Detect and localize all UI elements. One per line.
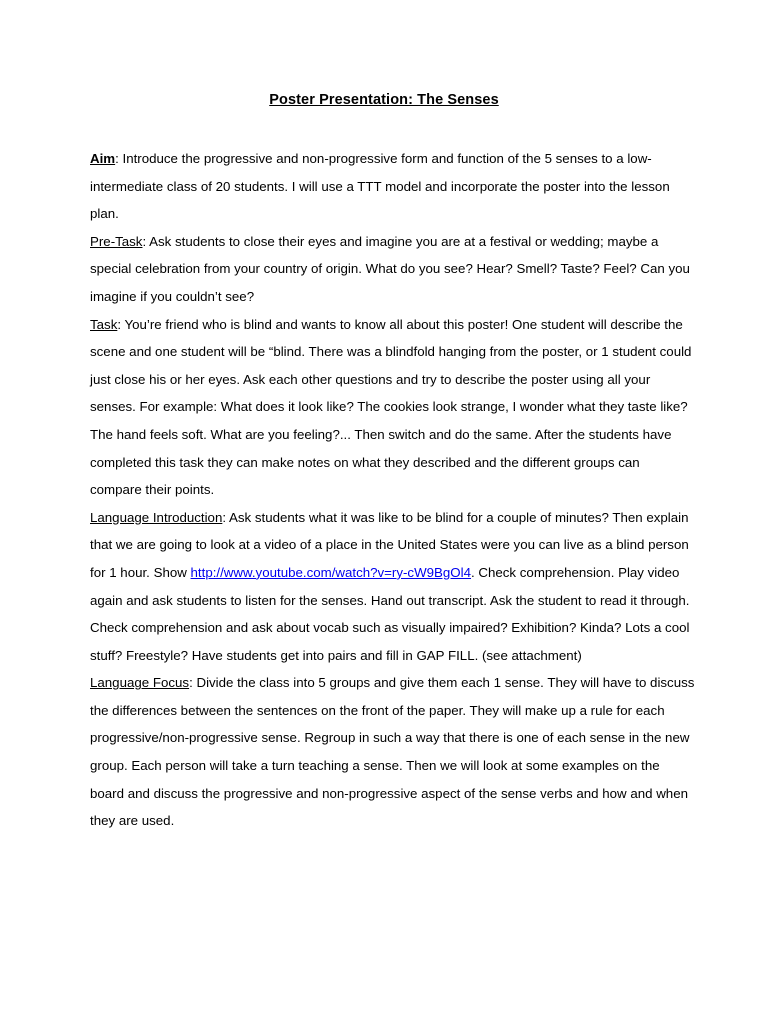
pre-task-text: : Ask students to close their eyes and imagine you are at a festival or wedding; maybe a special celebration from your country of origin. What do you see? Hear? Smell? Taste? Feel? Can you imagine if you couldn’t see? <box>90 233 690 304</box>
pre-task-label: Pre-Task <box>90 233 143 249</box>
language-introduction-text-before-link: : Ask students what it was like to be blind for a couple of minutes? Then explain that we are going to look at a video of a place in the United States were you can live as a blind person for 1 hour. Show <box>90 509 689 580</box>
page-title: Poster Presentation: The Senses <box>269 92 499 108</box>
aim-paragraph <box>90 145 695 228</box>
youtube-video-link[interactable]: http://www.youtube.com/watch?v=ry-cW9BgOl4 <box>190 564 471 580</box>
language-introduction-paragraph <box>90 504 695 670</box>
language-focus-text: : Divide the class into 5 groups and give them each 1 sense. They will have to discuss the differences between the sentences on the front of the paper. They will make up a rule for each progressive/non-progressive sense. Regroup in such a way that there is one of each sense in the new group. Each person will take a turn teaching a sense. Then we will look at some examples on the board and discuss the progressive and non-progressive aspect of the sense verbs and how and when they are used. <box>90 675 695 829</box>
language-focus-label: Language Focus <box>90 675 190 691</box>
pre-task-paragraph <box>90 228 695 311</box>
language-introduction-label: Language Introduction <box>90 509 223 525</box>
aim-label: Aim <box>90 151 116 166</box>
document-body <box>90 145 695 835</box>
task-paragraph <box>90 311 695 504</box>
task-label: Task <box>90 316 118 332</box>
language-introduction-text-after-link: . Check comprehension. Play video again and ask students to listen for the senses. Hand out transcript. Ask the student to read it through. Check comprehension and ask about vocab such as visually impaired? Exhibition? Kinda? Lots a cool stuff? Freestyle? Have students get into pairs and fill in GAP FILL. (see attachment) <box>90 564 690 663</box>
task-text: : You’re friend who is blind and wants to know all about this poster! One student will describe the scene and one student will be “blind. There was a blindfold hanging from the poster, or 1 student could just close his or her eyes. Ask each other questions and try to describe the poster using all your senses. For example: What does it look like? The cookies look strange, I wonder what they taste like? The hand feels soft. What are you feeling?... Then switch and do the same. After the students have completed this task they can make notes on what they described and the different groups can compare their points. <box>90 316 692 498</box>
language-focus-paragraph <box>90 669 695 835</box>
aim-text: : Introduce the progressive and non-progressive form and function of the 5 senses to a low-intermediate class of 20 students. I will use a TTT model and incorporate the poster into the lesson plan. <box>90 151 670 222</box>
